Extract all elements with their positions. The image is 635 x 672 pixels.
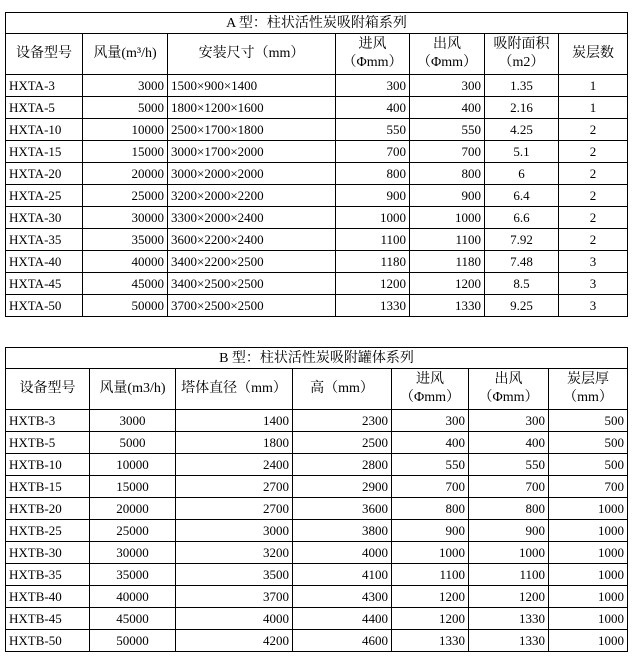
table-b-cell: 550	[469, 454, 549, 476]
table-b-row	[6, 476, 628, 498]
table-a-cell: 900	[336, 185, 410, 207]
table-b-cell: 3800	[293, 520, 392, 542]
table-b-cell: HXTB-20	[6, 498, 90, 520]
table-a-cell: 25000	[83, 185, 168, 207]
table-a-cell: HXTA-45	[6, 273, 83, 295]
table-a-cell: 1200	[336, 273, 410, 295]
table-b-cell: 2700	[176, 476, 293, 498]
table-b-cell: 1000	[549, 630, 628, 652]
table-a-row	[6, 97, 628, 119]
table-a-row	[6, 295, 628, 317]
table-a-cell: 2	[559, 119, 628, 141]
table-a-cell: 4.25	[485, 119, 559, 141]
table-b-cell: HXTB-30	[6, 542, 90, 564]
table-b-row	[6, 630, 628, 652]
table-a-cell: 3000	[83, 75, 168, 97]
table-b-header-cell: 设备型号	[6, 369, 90, 410]
table-a-cell: 2.16	[485, 97, 559, 119]
table-a-cell: 1500×900×1400	[168, 75, 336, 97]
table-a-cell: 7.92	[485, 229, 559, 251]
table-a-cell: 1180	[336, 251, 410, 273]
table-a-cell: 6	[485, 163, 559, 185]
table-b-cell: 3000	[176, 520, 293, 542]
table-a-cell: 1330	[336, 295, 410, 317]
table-b-cell: 45000	[90, 608, 176, 630]
table-a-cell: 2	[559, 185, 628, 207]
table-b-cell: 20000	[90, 498, 176, 520]
table-a-cell: 6.4	[485, 185, 559, 207]
table-a-header-cell: 吸附面积 （m2）	[485, 34, 559, 75]
table-a-cell: 1000	[410, 207, 485, 229]
table-b-cell: HXTB-10	[6, 454, 90, 476]
table-b-cell: 1330	[469, 630, 549, 652]
table-b-header-cell: 出风 （Φmm）	[469, 369, 549, 410]
table-a-cell: 50000	[83, 295, 168, 317]
table-b-cell: 2300	[293, 410, 392, 432]
table-a-cell: 550	[336, 119, 410, 141]
table-b-cell: 1200	[392, 608, 469, 630]
table-a-cell: 1100	[410, 229, 485, 251]
table-a-cell: 7.48	[485, 251, 559, 273]
table-b-cell: 3000	[90, 410, 176, 432]
table-b-cell: 3700	[176, 586, 293, 608]
table-b-cell: 10000	[90, 454, 176, 476]
table-b-cell: 550	[392, 454, 469, 476]
table-a-cell: 3200×2000×2200	[168, 185, 336, 207]
table-a-row	[6, 185, 628, 207]
table-b-cell: 400	[469, 432, 549, 454]
table-b-cell: 700	[469, 476, 549, 498]
table-a-cell: 20000	[83, 163, 168, 185]
table-b-cell: 4300	[293, 586, 392, 608]
table-a-cell: 300	[336, 75, 410, 97]
table-b-cell: 3200	[176, 542, 293, 564]
table-a-row	[6, 273, 628, 295]
table-a-cell: 3400×2500×2500	[168, 273, 336, 295]
table-a-cell: 2	[559, 163, 628, 185]
table-a-row	[6, 163, 628, 185]
table-b-cell: 1000	[549, 498, 628, 520]
table-b-cell: 4100	[293, 564, 392, 586]
table-b-cell: 500	[549, 454, 628, 476]
table-b-cell: HXTB-25	[6, 520, 90, 542]
table-b-cell: 4200	[176, 630, 293, 652]
table-a-header-row	[6, 34, 628, 75]
table-b-cell: 4400	[293, 608, 392, 630]
table-a-cell: HXTA-50	[6, 295, 83, 317]
table-b-header-cell: 炭层厚（mm）	[549, 369, 628, 410]
table-a-cell: HXTA-10	[6, 119, 83, 141]
table-b-header-cell: 塔体直径（mm）	[176, 369, 293, 410]
table-b-cell: HXTB-50	[6, 630, 90, 652]
table-a-row	[6, 251, 628, 273]
table-b-cell: 1100	[469, 564, 549, 586]
table-b-row	[6, 608, 628, 630]
table-a-cell: 2	[559, 207, 628, 229]
table-b-cell: 1330	[392, 630, 469, 652]
table-a-cell: 8.5	[485, 273, 559, 295]
table-a-cell: 30000	[83, 207, 168, 229]
table-a-cell: 45000	[83, 273, 168, 295]
table-b-cell: 300	[392, 410, 469, 432]
table-a-cell: 700	[336, 141, 410, 163]
table-b-cell: HXTB-15	[6, 476, 90, 498]
table-b-cell: 2800	[293, 454, 392, 476]
table-b-cell: HXTB-45	[6, 608, 90, 630]
table-b-cell: 2400	[176, 454, 293, 476]
table-b-cell: 1000	[469, 542, 549, 564]
table-a-cell: 900	[410, 185, 485, 207]
table-b-header-cell: 进风 （Φmm）	[392, 369, 469, 410]
table-b-cell: 400	[392, 432, 469, 454]
table-b-cell: 800	[392, 498, 469, 520]
table-b-cell: 1000	[549, 564, 628, 586]
table-a-cell: HXTA-30	[6, 207, 83, 229]
table-b	[5, 347, 628, 652]
table-a-cell: 1200	[410, 273, 485, 295]
table-a-cell: 1800×1200×1600	[168, 97, 336, 119]
table-a-cell: 1330	[410, 295, 485, 317]
table-b-row	[6, 432, 628, 454]
table-a-cell: 40000	[83, 251, 168, 273]
table-a-cell: 1.35	[485, 75, 559, 97]
table-a-title: A 型：柱状活性炭吸附箱系列	[6, 13, 628, 34]
table-a-cell: 400	[336, 97, 410, 119]
table-a-cell: HXTA-25	[6, 185, 83, 207]
table-a-header-cell: 炭层数	[559, 34, 628, 75]
table-b-row	[6, 454, 628, 476]
table-a-cell: HXTA-3	[6, 75, 83, 97]
table-b-header-cell: 风量(m3/h)	[90, 369, 176, 410]
table-b-cell: 15000	[90, 476, 176, 498]
table-b-cell: 1000	[549, 586, 628, 608]
table-a-cell: 400	[410, 97, 485, 119]
table-a-header-cell: 进风 （Φmm）	[336, 34, 410, 75]
table-b-cell: HXTB-5	[6, 432, 90, 454]
table-a	[5, 12, 628, 317]
table-a-cell: 3400×2200×2500	[168, 251, 336, 273]
table-b-cell: 4000	[293, 542, 392, 564]
table-a-cell: 3300×2000×2400	[168, 207, 336, 229]
table-a-row	[6, 229, 628, 251]
table-a-cell: 1000	[336, 207, 410, 229]
table-a-cell: HXTA-15	[6, 141, 83, 163]
table-b-cell: HXTB-40	[6, 586, 90, 608]
table-a-cell: 6.6	[485, 207, 559, 229]
table-b-cell: 300	[469, 410, 549, 432]
table-b-title: B 型：柱状活性炭吸附罐体系列	[6, 348, 628, 369]
table-a-row	[6, 75, 628, 97]
table-b-cell: 700	[549, 476, 628, 498]
table-a-cell: 3000×1700×2000	[168, 141, 336, 163]
table-a-cell: 3	[559, 295, 628, 317]
table-a-cell: 5000	[83, 97, 168, 119]
table-b-cell: 1000	[392, 542, 469, 564]
table-a-header-cell: 安装尺寸（mm）	[168, 34, 336, 75]
table-b-cell: 30000	[90, 542, 176, 564]
table-a-cell: 800	[410, 163, 485, 185]
table-a-cell: 3	[559, 251, 628, 273]
table-a-cell: 1	[559, 97, 628, 119]
table-a-cell: 3600×2200×2400	[168, 229, 336, 251]
table-a-cell: 550	[410, 119, 485, 141]
table-b-cell: 4600	[293, 630, 392, 652]
table-b-cell: 2700	[176, 498, 293, 520]
table-b-cell: 800	[469, 498, 549, 520]
table-b-cell: 900	[392, 520, 469, 542]
table-b-cell: 1000	[549, 520, 628, 542]
table-a-row	[6, 119, 628, 141]
table-a-cell: 10000	[83, 119, 168, 141]
table-a-cell: 1	[559, 75, 628, 97]
table-b-cell: HXTB-35	[6, 564, 90, 586]
table-b-cell: 2900	[293, 476, 392, 498]
table-b-row	[6, 564, 628, 586]
table-b-row	[6, 498, 628, 520]
table-b-cell: 1100	[392, 564, 469, 586]
table-a-title-row	[6, 13, 628, 34]
table-b-cell: 1200	[469, 586, 549, 608]
table-a-cell: HXTA-5	[6, 97, 83, 119]
table-b-cell: 3600	[293, 498, 392, 520]
table-a-cell: 3	[559, 273, 628, 295]
table-a-cell: 2500×1700×1800	[168, 119, 336, 141]
table-b-title-row	[6, 348, 628, 369]
table-b-cell: 40000	[90, 586, 176, 608]
table-a-row	[6, 207, 628, 229]
table-a-cell: HXTA-40	[6, 251, 83, 273]
table-a-cell: 800	[336, 163, 410, 185]
table-a-cell: 700	[410, 141, 485, 163]
table-b-cell: 5000	[90, 432, 176, 454]
table-b-cell: 1000	[549, 542, 628, 564]
table-b-cell: 1000	[549, 608, 628, 630]
table-b-cell: 35000	[90, 564, 176, 586]
table-a-cell: 2	[559, 141, 628, 163]
table-a-cell: 3700×2500×2500	[168, 295, 336, 317]
table-a-cell: 1100	[336, 229, 410, 251]
table-b-cell: 50000	[90, 630, 176, 652]
table-a-cell: HXTA-20	[6, 163, 83, 185]
table-b-row	[6, 542, 628, 564]
table-b-cell: 1200	[392, 586, 469, 608]
table-b-cell: 900	[469, 520, 549, 542]
table-a-cell: 300	[410, 75, 485, 97]
table-b-cell: 1800	[176, 432, 293, 454]
table-a-row	[6, 141, 628, 163]
table-b-header-cell: 高（mm）	[293, 369, 392, 410]
table-b-cell: 4000	[176, 608, 293, 630]
table-b-cell: 500	[549, 432, 628, 454]
table-a-cell: 5.1	[485, 141, 559, 163]
table-a-cell: 3000×2000×2000	[168, 163, 336, 185]
table-b-cell: 1400	[176, 410, 293, 432]
table-a-cell: 9.25	[485, 295, 559, 317]
table-a-cell: 1180	[410, 251, 485, 273]
table-a-cell: 35000	[83, 229, 168, 251]
table-a-header-cell: 风量(m³/h)	[83, 34, 168, 75]
table-b-row	[6, 520, 628, 542]
table-b-cell: 2500	[293, 432, 392, 454]
table-b-cell: HXTB-3	[6, 410, 90, 432]
table-b-row	[6, 586, 628, 608]
table-a-header-cell: 设备型号	[6, 34, 83, 75]
table-b-cell: 500	[549, 410, 628, 432]
table-a-cell: 15000	[83, 141, 168, 163]
table-b-cell: 1330	[469, 608, 549, 630]
table-b-cell: 700	[392, 476, 469, 498]
table-a-header-cell: 出风 （Φmm）	[410, 34, 485, 75]
table-b-cell: 25000	[90, 520, 176, 542]
table-a-cell: 2	[559, 229, 628, 251]
table-a-cell: HXTA-35	[6, 229, 83, 251]
table-b-cell: 3500	[176, 564, 293, 586]
table-b-row	[6, 410, 628, 432]
table-b-header-row	[6, 369, 628, 410]
